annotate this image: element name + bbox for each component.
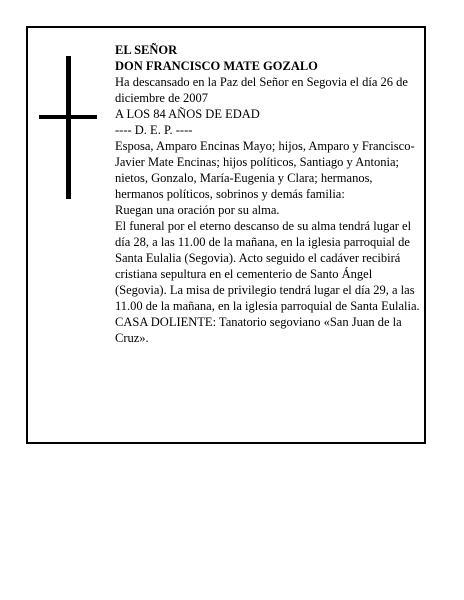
deceased-title: EL SEÑOR <box>115 43 178 57</box>
funeral-details: El funeral por el eterno descanso de su alma tendrá lugar el día 28, a las 11.00 de la mañana, en la iglesia parroquial de Santa Eulalia (Segovia). Acto seguido el cadáver recibirá cristiana sepultura en el cementerio de Santo Ángel (Segovia). La misa de privilegio tendrá lugar el día 29, a las 11.00 de la mañana, en la iglesia parroquial de Santa Eulalia. <box>115 219 420 313</box>
cross-icon <box>39 56 97 199</box>
prayer-request: Ruegan una oración por su alma. <box>115 203 280 217</box>
cross-vertical-bar <box>66 56 71 199</box>
obituary-text <box>115 42 423 346</box>
cross-horizontal-bar <box>39 115 97 119</box>
obituary-notice <box>26 26 426 444</box>
death-statement: Ha descansado en la Paz del Señor en Segovia el día 26 de diciembre de 2007 <box>115 75 408 105</box>
deceased-name: DON FRANCISCO MATE GOZALO <box>115 59 318 73</box>
rest-in-peace: ---- D. E. P. ---- <box>115 123 193 137</box>
family-list: Esposa, Amparo Encinas Mayo; hijos, Amparo y Francisco-Javier Mate Encinas; hijos políticos, Santiago y Antonia; nietos, Gonzalo, María-Eugenia y Clara; hermanos, hermanos políticos, sobrinos y demás familia: <box>115 139 415 201</box>
age-statement: A LOS 84 AÑOS DE EDAD <box>115 107 260 121</box>
mourning-house: CASA DOLIENTE: Tanatorio segoviano «San Juan de la Cruz». <box>115 315 402 345</box>
